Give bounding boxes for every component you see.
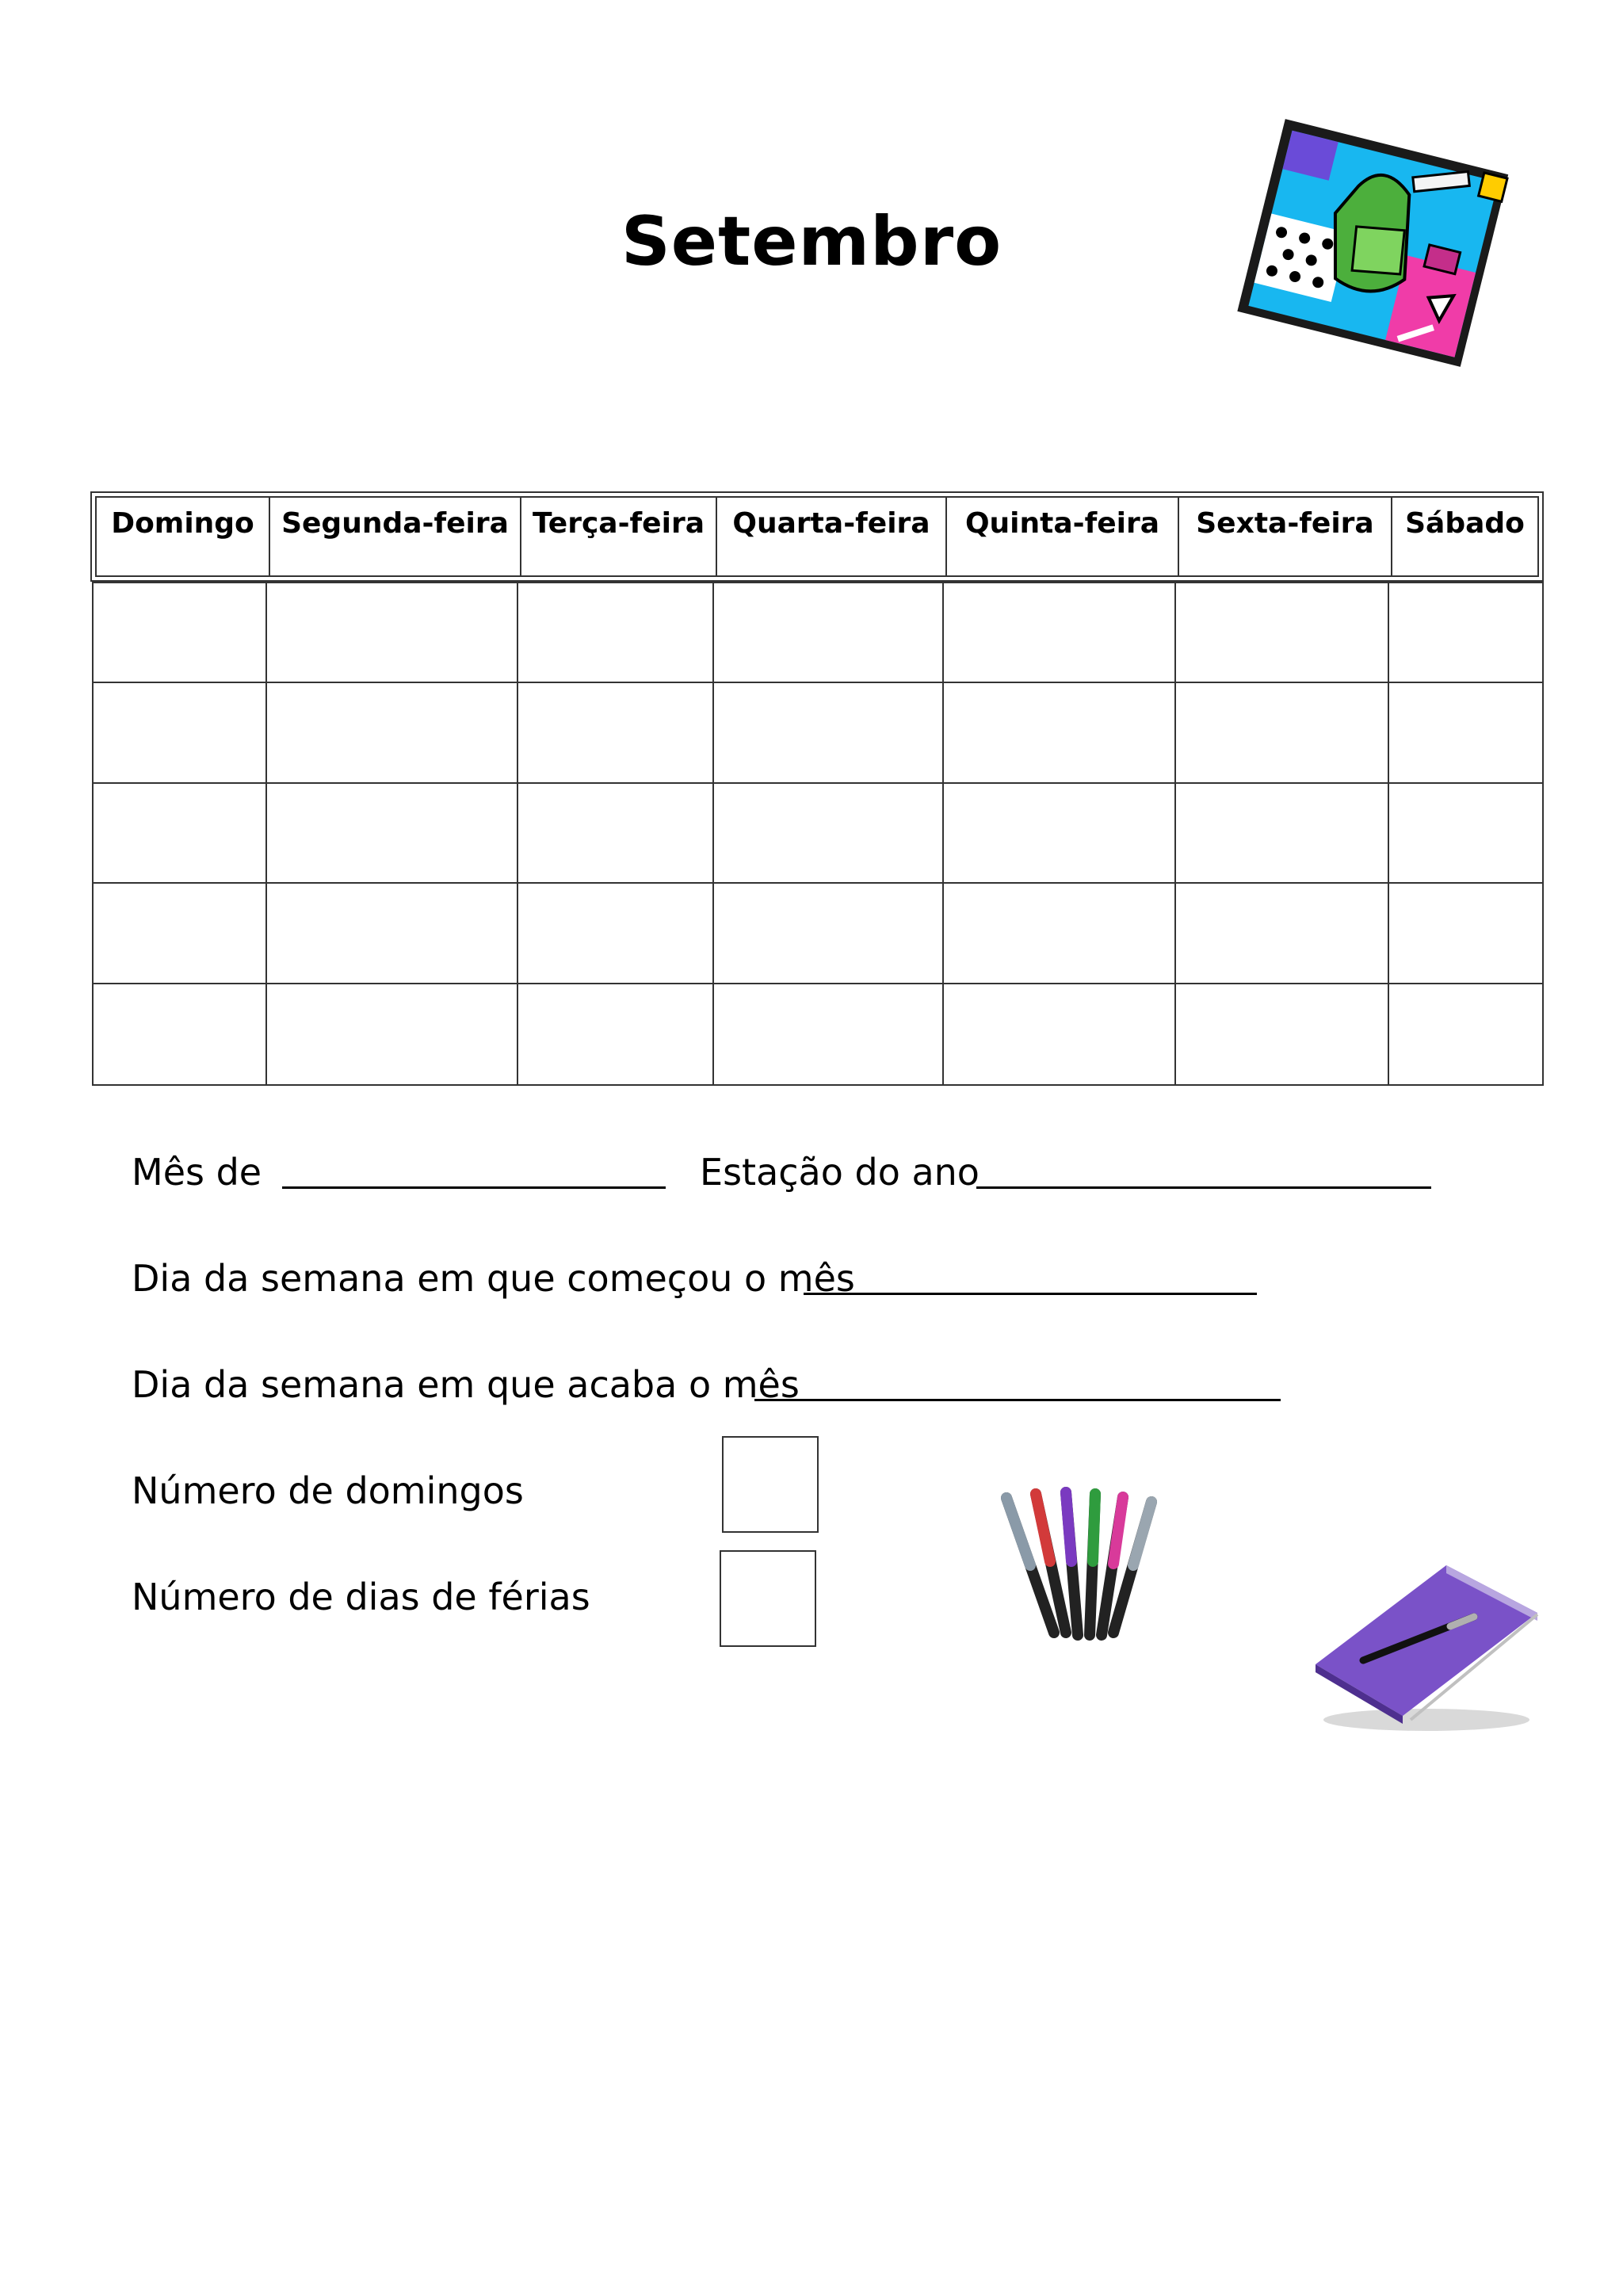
header-sexta: Sexta-feira xyxy=(1179,498,1392,575)
calendar-day-cell[interactable] xyxy=(94,583,267,683)
calendar-day-cell[interactable] xyxy=(94,884,267,984)
label-dia-comecou: Dia da semana em que começou o mês xyxy=(132,1257,855,1300)
calendar-day-cell[interactable] xyxy=(944,583,1176,683)
calendar-day-cell[interactable] xyxy=(518,984,714,1084)
label-mes-de: Mês de xyxy=(132,1151,262,1194)
calendar-day-cell[interactable] xyxy=(267,784,518,884)
calendar-day-cell[interactable] xyxy=(267,583,518,683)
header-domingo: Domingo xyxy=(97,498,270,575)
answer-box-domingos[interactable] xyxy=(722,1436,819,1533)
calendar-day-cell[interactable] xyxy=(94,784,267,884)
answer-line-dia-comecou[interactable] xyxy=(804,1293,1257,1295)
answer-box-ferias[interactable] xyxy=(720,1550,816,1647)
header-quarta: Quarta-feira xyxy=(717,498,947,575)
calendar-day-cell[interactable] xyxy=(1176,784,1389,884)
answer-line-estacao[interactable] xyxy=(976,1186,1431,1189)
calendar-day-cell[interactable] xyxy=(714,884,944,984)
calendar-day-cell[interactable] xyxy=(1389,884,1542,984)
calendar-day-cell[interactable] xyxy=(267,884,518,984)
header-terca: Terça-feira xyxy=(521,498,717,575)
calendar-day-cell[interactable] xyxy=(1389,984,1542,1084)
calendar-grid xyxy=(92,582,1544,1086)
calendar-day-cell[interactable] xyxy=(1389,683,1542,783)
calendar-header xyxy=(90,491,1544,582)
calendar-day-cell[interactable] xyxy=(944,984,1176,1084)
label-estacao: Estação do ano xyxy=(700,1151,980,1194)
calendar-day-cell[interactable] xyxy=(714,683,944,783)
header-segunda: Segunda-feira xyxy=(270,498,521,575)
answer-line-dia-acaba[interactable] xyxy=(754,1399,1281,1401)
calendar-day-cell[interactable] xyxy=(1176,984,1389,1084)
calendar-day-cell[interactable] xyxy=(518,784,714,884)
header-sabado: Sábado xyxy=(1405,507,1525,540)
calendar-day-cell[interactable] xyxy=(1176,683,1389,783)
calendar-day-cell[interactable] xyxy=(518,583,714,683)
calendar-day-cell[interactable] xyxy=(1389,583,1542,683)
page-title: Setembro xyxy=(621,202,1002,281)
header-quinta: Quinta-feira xyxy=(947,498,1179,575)
calendar-day-cell[interactable] xyxy=(1176,583,1389,683)
calendar-day-cell[interactable] xyxy=(714,784,944,884)
label-dia-acaba: Dia da semana em que acaba o mês xyxy=(132,1363,800,1406)
notebook-icon xyxy=(1308,1557,1545,1736)
calendar-day-cell[interactable] xyxy=(714,984,944,1084)
label-num-ferias: Número de dias de férias xyxy=(132,1576,590,1618)
calendar-day-cell[interactable] xyxy=(714,583,944,683)
answer-line-mes[interactable] xyxy=(282,1186,666,1189)
calendar-day-cell[interactable] xyxy=(267,984,518,1084)
calendar-day-cell[interactable] xyxy=(267,683,518,783)
calendar-day-cell[interactable] xyxy=(944,784,1176,884)
calendar-day-cell[interactable] xyxy=(944,884,1176,984)
calendar-day-cell[interactable] xyxy=(1176,884,1389,984)
calendar-day-cell[interactable] xyxy=(518,683,714,783)
pens-icon xyxy=(987,1486,1177,1645)
calendar-day-cell[interactable] xyxy=(1389,784,1542,884)
label-num-domingos: Número de domingos xyxy=(132,1469,524,1512)
calendar-day-cell[interactable] xyxy=(518,884,714,984)
calendar-day-cell[interactable] xyxy=(944,683,1176,783)
calendar-day-cell[interactable] xyxy=(94,984,267,1084)
school-backpack-icon xyxy=(1224,111,1510,388)
calendar-day-cell[interactable] xyxy=(94,683,267,783)
